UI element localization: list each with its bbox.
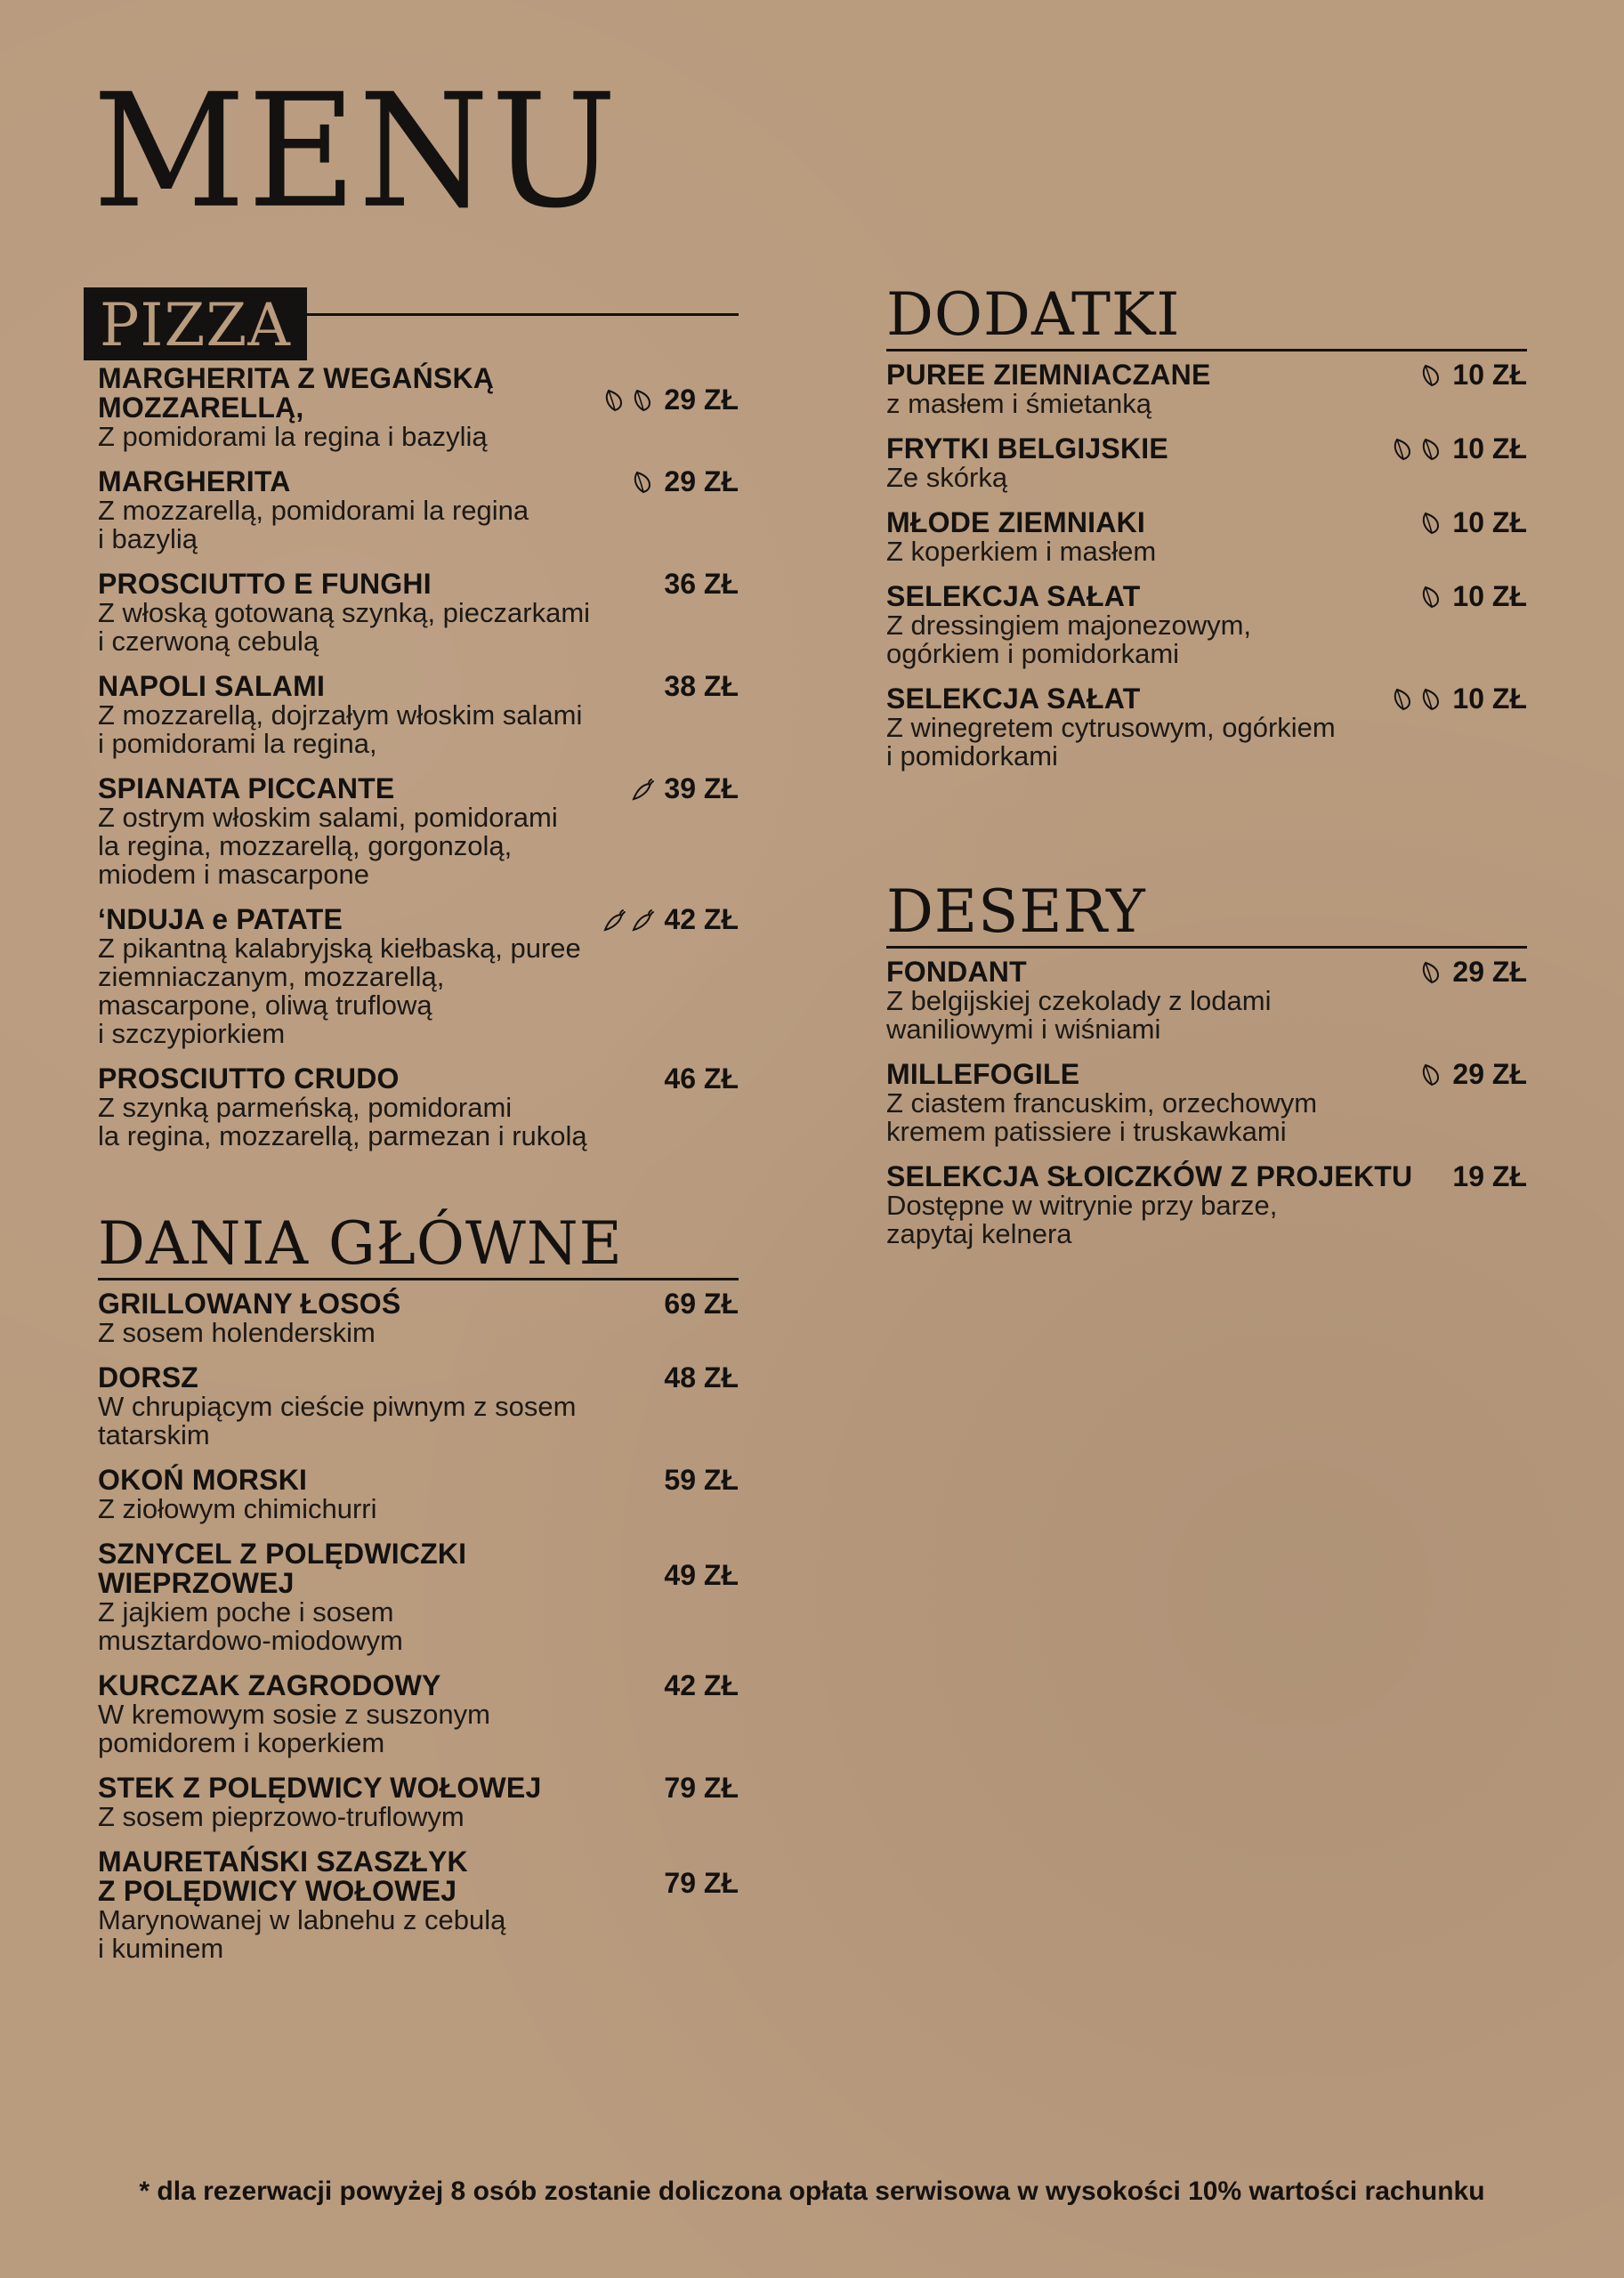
item-name	[98, 1363, 641, 1393]
item-name	[98, 1466, 641, 1495]
dania-list	[98, 1289, 739, 1963]
item-name-line: OKOŃ MORSKI	[98, 1464, 308, 1496]
item-description	[98, 804, 641, 889]
leaf-icon	[1418, 584, 1445, 610]
menu-item	[98, 1539, 739, 1655]
item-name	[98, 1773, 641, 1803]
item-name-line: SELEKCJA SAŁAT	[886, 683, 1141, 715]
item-name	[98, 364, 641, 423]
item-description-line: kremem patissiere i truskawkami	[886, 1116, 1287, 1147]
item-name	[886, 582, 1429, 611]
right-column	[886, 271, 1527, 1248]
item-price: 69 ZŁ	[664, 1288, 739, 1320]
item-description	[98, 1393, 641, 1450]
diet-icons	[1418, 362, 1445, 389]
item-name-line: MŁODE ZIEMNIAKI	[886, 506, 1145, 538]
item-description	[98, 497, 641, 553]
item-name-line: PROSCIUTTO CRUDO	[98, 1062, 400, 1095]
diet-icons	[1390, 686, 1445, 713]
item-description-line: W kremowym sosie z suszonym	[98, 1699, 490, 1730]
item-description	[98, 934, 641, 1048]
menu-item	[98, 467, 739, 553]
item-description	[886, 537, 1429, 566]
section-dodatki-title: DODATKI	[886, 280, 1181, 349]
item-name	[886, 508, 1429, 537]
item-name-line: MARGHERITA Z WEGAŃSKĄ	[98, 362, 495, 394]
item-name	[98, 1539, 641, 1598]
section-desery-header	[886, 868, 1527, 949]
item-price: 10 ZŁ	[1452, 432, 1527, 464]
item-name-line: GRILLOWANY ŁOSOŚ	[98, 1288, 401, 1320]
item-price: 48 ZŁ	[664, 1361, 739, 1393]
item-description	[886, 987, 1429, 1044]
item-name-line: SZNYCEL Z POLĘDWICZKI	[98, 1538, 467, 1570]
item-description-line: Z koperkiem i masłem	[886, 536, 1157, 567]
item-description-line: Z mozzarellą, dojrzałym włoskim salami	[98, 699, 583, 731]
item-description	[98, 1598, 641, 1655]
item-description-line: ziemniaczanym, mozzarellą,	[98, 961, 445, 992]
leaf-icon	[1418, 362, 1445, 389]
menu-item	[886, 684, 1527, 771]
item-name	[886, 1162, 1429, 1192]
item-description-line: i kuminem	[98, 1933, 224, 1964]
leaf-icon	[630, 387, 657, 414]
item-price: 36 ZŁ	[664, 568, 739, 600]
item-name-line: DORSZ	[98, 1361, 198, 1393]
item-description-line: Ze skórką	[886, 462, 1008, 493]
item-name	[98, 467, 641, 497]
item-description-line: Z winegretem cytrusowym, ogórkiem	[886, 712, 1336, 743]
diet-icons	[602, 907, 657, 933]
item-price: 49 ZŁ	[664, 1559, 739, 1591]
item-name-line: WIEPRZOWEJ	[98, 1567, 295, 1599]
item-name	[886, 684, 1429, 714]
section-dodatki-header	[886, 271, 1527, 351]
item-name-line: ‘NDUJA e PATATE	[98, 903, 343, 935]
item-description-line: ogórkiem i pomidorkami	[886, 638, 1180, 669]
item-price: 29 ZŁ	[1452, 1058, 1527, 1090]
item-price: 19 ZŁ	[1452, 1160, 1527, 1192]
item-description	[98, 1319, 641, 1347]
item-description-line: tatarskim	[98, 1419, 210, 1450]
item-name-line: SPIANATA PICCANTE	[98, 772, 395, 804]
item-price: 42 ZŁ	[664, 1669, 739, 1701]
menu-item	[886, 1060, 1527, 1146]
item-name-line: Z POLĘDWICY WOŁOWEJ	[98, 1875, 457, 1907]
item-description	[886, 390, 1429, 418]
item-name	[98, 672, 641, 701]
item-name	[98, 1289, 641, 1319]
diet-icons	[1390, 436, 1445, 463]
menu-item	[886, 434, 1527, 492]
leaf-icon	[1390, 686, 1417, 713]
item-description-line: Z ostrym włoskim salami, pomidorami	[98, 802, 558, 833]
item-name-line: STEK Z POLĘDWICY WOŁOWEJ	[98, 1772, 542, 1804]
diet-icons	[630, 469, 657, 496]
item-name	[98, 1847, 641, 1906]
section-pizza-header	[98, 271, 739, 359]
section-dania-header	[98, 1200, 739, 1280]
item-price: 29 ZŁ	[664, 384, 739, 416]
item-price: 42 ZŁ	[664, 903, 739, 935]
item-description-line: mascarpone, oliwą truflową	[98, 990, 432, 1021]
item-description-line: Z sosem holenderskim	[98, 1317, 376, 1348]
item-description-line: Z włoską gotowaną szynką, pieczarkami	[98, 597, 591, 628]
menu-item	[886, 957, 1527, 1044]
item-description	[886, 1089, 1429, 1146]
leaf-icon	[630, 469, 657, 496]
menu-item	[886, 1162, 1527, 1248]
dodatki-list	[886, 360, 1527, 771]
item-description-line: i pomidorkami	[886, 740, 1058, 771]
section-rule	[886, 349, 1527, 351]
item-description-line: Z pomidorami la regina i bazylią	[98, 421, 488, 452]
item-description-line: i szczypiorkiem	[98, 1018, 286, 1049]
leaf-icon	[1418, 436, 1445, 463]
menu-item	[98, 1773, 739, 1831]
item-description-line: la regina, mozzarellą, parmezan i rukolą	[98, 1120, 587, 1151]
item-price: 29 ZŁ	[664, 465, 739, 497]
item-name	[886, 434, 1429, 464]
item-description-line: Z szynką parmeńską, pomidorami	[98, 1092, 513, 1123]
item-name-line: MOZZARELLĄ,	[98, 392, 304, 424]
item-name	[886, 360, 1429, 390]
menu-item	[886, 508, 1527, 566]
item-name	[98, 905, 641, 934]
item-name	[98, 774, 641, 804]
item-description-line: Marynowanej w labnehu z cebulą	[98, 1904, 506, 1935]
item-description-line: pomidorem i koperkiem	[98, 1727, 385, 1758]
item-description-line: la regina, mozzarellą, gorgonzolą,	[98, 830, 513, 861]
menu-item	[98, 1847, 739, 1963]
item-price: 10 ZŁ	[1452, 580, 1527, 612]
item-name	[886, 1060, 1429, 1089]
item-description	[98, 423, 641, 451]
item-price: 46 ZŁ	[664, 1062, 739, 1095]
item-description	[98, 1094, 641, 1151]
item-description	[886, 714, 1429, 771]
item-description	[886, 1192, 1429, 1248]
item-name-line: FRYTKI BELGIJSKIE	[886, 432, 1168, 464]
leaf-icon	[1390, 436, 1417, 463]
chili-icon	[630, 776, 657, 803]
menu-item	[98, 1671, 739, 1757]
item-description	[886, 611, 1429, 668]
menu-item	[886, 360, 1527, 418]
diet-icons	[1418, 510, 1445, 537]
diet-icons	[1418, 584, 1445, 610]
item-description-line: i czerwoną cebulą	[98, 626, 319, 657]
item-name-line: MAURETAŃSKI SZASZŁYK	[98, 1846, 468, 1878]
desery-list	[886, 957, 1527, 1248]
item-price: 38 ZŁ	[664, 670, 739, 702]
menu-item	[98, 570, 739, 656]
section-rule	[886, 946, 1527, 949]
item-description-line: Z ciastem francuskim, orzechowym	[886, 1087, 1318, 1119]
item-description-line: z masłem i śmietanką	[886, 388, 1152, 419]
item-description-line: W chrupiącym cieście piwnym z sosem	[98, 1391, 577, 1422]
menu-item	[98, 672, 739, 758]
menu-item	[98, 1064, 739, 1151]
section-desery-title: DESERY	[886, 877, 1146, 946]
diet-icons	[630, 776, 657, 803]
item-price: 10 ZŁ	[1452, 359, 1527, 391]
item-name	[98, 1671, 641, 1700]
item-description-line: i bazylią	[98, 523, 198, 554]
spacer	[98, 1151, 739, 1200]
item-price: 79 ZŁ	[664, 1772, 739, 1804]
menu-item	[98, 774, 739, 889]
leaf-icon	[1418, 959, 1445, 986]
chili-icon	[602, 907, 628, 933]
item-name-line: MILLEFOGILE	[886, 1058, 1080, 1090]
item-name-line: NAPOLI SALAMI	[98, 670, 326, 702]
item-name	[98, 570, 641, 599]
leaf-icon	[1418, 1062, 1445, 1088]
item-description	[98, 599, 641, 656]
item-price: 29 ZŁ	[1452, 956, 1527, 988]
item-description-line: waniliowymi i wiśniami	[886, 1014, 1161, 1045]
item-name-line: PUREE ZIEMNIACZANE	[886, 359, 1211, 391]
diet-icons	[1418, 959, 1445, 986]
item-description	[98, 701, 641, 758]
leaf-icon	[602, 387, 628, 414]
section-rule	[98, 1278, 739, 1280]
item-description-line: miodem i mascarpone	[98, 859, 369, 890]
item-price: 59 ZŁ	[664, 1464, 739, 1496]
section-rule	[276, 313, 739, 316]
item-description-line: zapytaj kelnera	[886, 1218, 1072, 1249]
leaf-icon	[1418, 686, 1445, 713]
service-fee-note: * dla rezerwacji powyżej 8 osób zostanie doliczona opłata serwisowa w wysokości 10% wartości rachunku	[139, 2177, 1485, 2206]
item-name	[98, 1064, 641, 1094]
menu-title: MENU	[93, 60, 619, 243]
menu-item	[886, 582, 1527, 668]
item-name	[886, 957, 1429, 987]
leaf-icon	[1418, 510, 1445, 537]
item-name-line: SELEKCJA SŁOICZKÓW Z PROJEKTU	[886, 1160, 1413, 1192]
item-name-line: PROSCIUTTO E FUNGHI	[98, 568, 432, 600]
item-description-line: i pomidorami la regina,	[98, 728, 377, 759]
menu-item	[98, 1363, 739, 1450]
item-name-line: SELEKCJA SAŁAT	[886, 580, 1141, 612]
item-description	[98, 1906, 641, 1963]
item-description-line: Z sosem pieprzowo-truflowym	[98, 1801, 465, 1832]
item-description-line: Z pikantną kalabryjską kiełbaską, puree	[98, 933, 581, 964]
item-description	[98, 1495, 641, 1523]
item-description-line: Z ziołowym chimichurri	[98, 1493, 377, 1524]
spacer	[886, 771, 1527, 868]
left-column	[98, 271, 739, 1963]
menu-item	[98, 1289, 739, 1347]
item-description	[98, 1700, 641, 1757]
diet-icons	[1418, 1062, 1445, 1088]
chili-icon	[630, 907, 657, 933]
item-price: 39 ZŁ	[664, 772, 739, 804]
pizza-list	[98, 364, 739, 1151]
diet-icons	[602, 387, 657, 414]
item-name-line: MARGHERITA	[98, 465, 291, 497]
item-name-line: KURCZAK ZAGRODOWY	[98, 1669, 441, 1701]
item-description-line: musztardowo-miodowym	[98, 1625, 403, 1656]
menu-item	[98, 905, 739, 1048]
item-description-line: Z dressingiem majonezowym,	[886, 610, 1252, 641]
item-description-line: Z jajkiem poche i sosem	[98, 1596, 394, 1628]
item-description	[98, 1803, 641, 1831]
section-pizza-title: PIZZA	[84, 287, 307, 360]
item-description-line: Z belgijskiej czekolady z lodami	[886, 985, 1272, 1016]
section-dania-title: DANIA GŁÓWNE	[98, 1209, 623, 1278]
menu-item	[98, 1466, 739, 1523]
item-description	[886, 464, 1429, 492]
item-name-line: FONDANT	[886, 956, 1027, 988]
menu-item	[98, 364, 739, 451]
item-description-line: Z mozzarellą, pomidorami la regina	[98, 495, 529, 526]
item-price: 10 ZŁ	[1452, 506, 1527, 538]
item-price: 10 ZŁ	[1452, 683, 1527, 715]
item-price: 79 ZŁ	[664, 1867, 739, 1899]
item-description-line: Dostępne w witrynie przy barze,	[886, 1190, 1278, 1221]
